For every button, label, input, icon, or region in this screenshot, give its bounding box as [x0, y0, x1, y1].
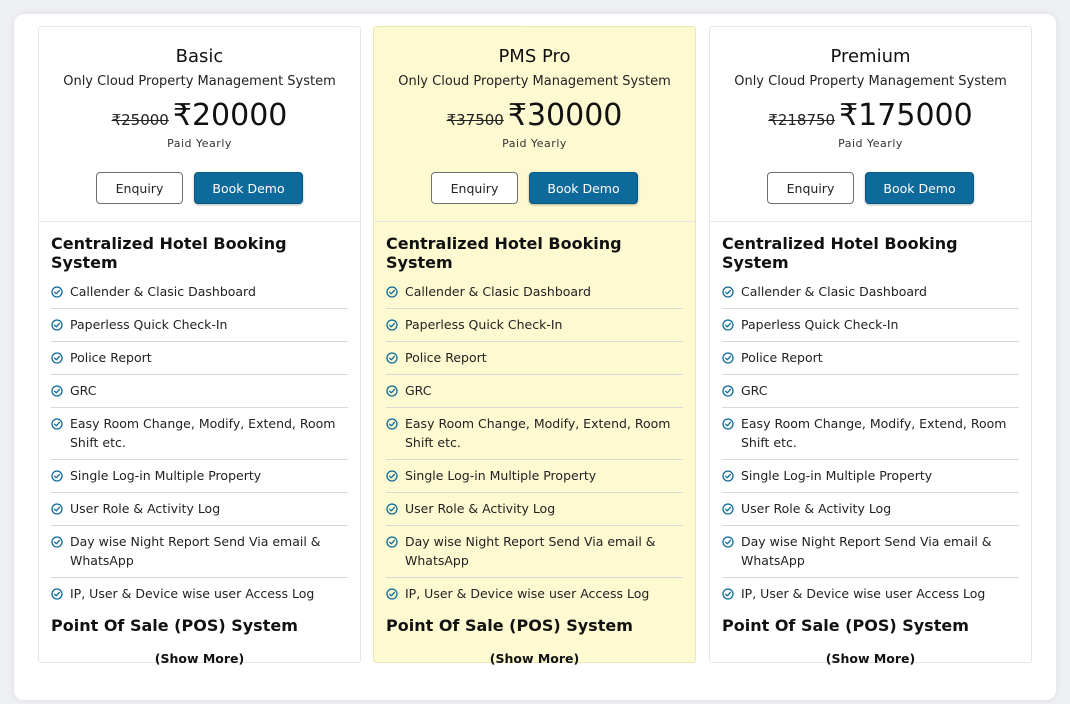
plan-card [38, 26, 361, 666]
feature-item [386, 493, 683, 526]
feature-label: Single Log-in Multiple Property [405, 468, 597, 483]
plan-header [710, 27, 1031, 222]
feature-item [386, 276, 683, 309]
feature-item [386, 408, 683, 460]
section-title: Centralized Hotel Booking System [386, 234, 622, 272]
feature-list [722, 276, 1019, 610]
feature-label: IP, User & Device wise user Access Log [741, 586, 986, 601]
check-circle-icon [51, 503, 63, 515]
old-price: ₹25000 [111, 111, 169, 129]
feature-item [51, 342, 348, 375]
check-circle-icon [722, 418, 734, 430]
feature-label: GRC [741, 383, 768, 398]
feature-item [51, 309, 348, 342]
feature-item [51, 276, 348, 309]
enquiry-button[interactable]: Enquiry [431, 172, 518, 204]
feature-list [51, 276, 348, 610]
feature-label: User Role & Activity Log [405, 501, 556, 516]
pos-section-title: Point Of Sale (POS) System [386, 616, 633, 635]
check-circle-icon [51, 588, 63, 600]
current-price: ₹175000 [839, 98, 973, 133]
check-circle-icon [51, 352, 63, 364]
feature-item [51, 460, 348, 493]
check-circle-icon [722, 588, 734, 600]
check-circle-icon [722, 352, 734, 364]
book-demo-button[interactable]: Book Demo [194, 172, 303, 204]
check-circle-icon [386, 352, 398, 364]
feature-label: Easy Room Change, Modify, Extend, Room Shift etc. [741, 416, 1007, 450]
enquiry-button[interactable]: Enquiry [96, 172, 183, 204]
feature-item [386, 578, 683, 610]
check-circle-icon [722, 536, 734, 548]
section-title: Centralized Hotel Booking System [51, 234, 287, 272]
feature-label: IP, User & Device wise user Access Log [70, 586, 315, 601]
check-circle-icon [386, 503, 398, 515]
enquiry-button[interactable]: Enquiry [767, 172, 854, 204]
plan-header [374, 27, 695, 222]
check-circle-icon [386, 536, 398, 548]
feature-label: User Role & Activity Log [741, 501, 892, 516]
feature-label: Police Report [70, 350, 152, 365]
billing-period: Paid Yearly [502, 137, 567, 150]
check-circle-icon [51, 319, 63, 331]
check-circle-icon [386, 319, 398, 331]
feature-label: Single Log-in Multiple Property [741, 468, 933, 483]
feature-label: Callender & Clasic Dashboard [405, 284, 591, 299]
feature-item [722, 276, 1019, 309]
plan-actions [374, 172, 695, 204]
check-circle-icon [386, 286, 398, 298]
billing-period: Paid Yearly [838, 137, 903, 150]
old-price: ₹218750 [768, 111, 836, 129]
plan-name: PMS Pro [498, 46, 571, 67]
current-price: ₹20000 [172, 98, 288, 133]
plan-features [710, 222, 1031, 666]
price-row [710, 98, 1031, 133]
feature-item [386, 309, 683, 342]
feature-item [722, 578, 1019, 610]
feature-label: GRC [405, 383, 432, 398]
feature-label: IP, User & Device wise user Access Log [405, 586, 650, 601]
feature-item [386, 375, 683, 408]
feature-item [51, 408, 348, 460]
plan-name: Basic [175, 46, 224, 67]
check-circle-icon [722, 503, 734, 515]
check-circle-icon [386, 470, 398, 482]
plan-actions [710, 172, 1031, 204]
feature-item [386, 342, 683, 375]
plan-name: Premium [830, 46, 911, 67]
plan-subtitle: Only Cloud Property Management System [734, 74, 1007, 89]
feature-label: User Role & Activity Log [70, 501, 221, 516]
feature-item [722, 526, 1019, 578]
feature-label: Callender & Clasic Dashboard [741, 284, 927, 299]
feature-label: Paperless Quick Check-In [70, 317, 228, 332]
feature-label: Easy Room Change, Modify, Extend, Room Shift etc. [405, 416, 671, 450]
old-price: ₹37500 [446, 111, 504, 129]
show-more-link[interactable]: (Show More) [489, 651, 580, 666]
plan-header [39, 27, 360, 222]
feature-item [722, 375, 1019, 408]
current-price: ₹30000 [507, 98, 623, 133]
feature-label: Day wise Night Report Send Via email & WhatsApp [405, 534, 656, 568]
feature-list [386, 276, 683, 610]
feature-item [722, 460, 1019, 493]
feature-label: Police Report [741, 350, 823, 365]
section-title: Centralized Hotel Booking System [722, 234, 958, 272]
price-row [39, 98, 360, 133]
check-circle-icon [722, 319, 734, 331]
feature-item [51, 375, 348, 408]
check-circle-icon [51, 385, 63, 397]
plan-features [374, 222, 695, 666]
feature-label: Callender & Clasic Dashboard [70, 284, 256, 299]
check-circle-icon [386, 588, 398, 600]
feature-item [722, 493, 1019, 526]
feature-label: GRC [70, 383, 97, 398]
feature-label: Paperless Quick Check-In [405, 317, 563, 332]
pos-section-title: Point Of Sale (POS) System [51, 616, 298, 635]
feature-item [722, 309, 1019, 342]
feature-label: Day wise Night Report Send Via email & WhatsApp [70, 534, 321, 568]
price-row [374, 98, 695, 133]
billing-period: Paid Yearly [167, 137, 232, 150]
feature-item [722, 408, 1019, 460]
feature-item [51, 493, 348, 526]
plan-features [39, 222, 360, 666]
plan-card [373, 26, 696, 666]
check-circle-icon [51, 418, 63, 430]
feature-item [51, 526, 348, 578]
check-circle-icon [722, 470, 734, 482]
feature-label: Easy Room Change, Modify, Extend, Room Shift etc. [70, 416, 336, 450]
check-circle-icon [386, 418, 398, 430]
check-circle-icon [51, 286, 63, 298]
feature-item [722, 342, 1019, 375]
plan-subtitle: Only Cloud Property Management System [63, 74, 336, 89]
feature-label: Police Report [405, 350, 487, 365]
show-more-link[interactable]: (Show More) [825, 651, 916, 666]
show-more-link[interactable]: (Show More) [154, 651, 245, 666]
check-circle-icon [722, 385, 734, 397]
plan-card [709, 26, 1032, 666]
check-circle-icon [386, 385, 398, 397]
check-circle-icon [722, 286, 734, 298]
feature-label: Paperless Quick Check-In [741, 317, 899, 332]
check-circle-icon [51, 470, 63, 482]
feature-item [386, 526, 683, 578]
feature-item [51, 578, 348, 610]
feature-label: Single Log-in Multiple Property [70, 468, 262, 483]
book-demo-button[interactable]: Book Demo [529, 172, 638, 204]
plan-subtitle: Only Cloud Property Management System [398, 74, 671, 89]
feature-item [386, 460, 683, 493]
plan-actions [39, 172, 360, 204]
check-circle-icon [51, 536, 63, 548]
pos-section-title: Point Of Sale (POS) System [722, 616, 969, 635]
book-demo-button[interactable]: Book Demo [865, 172, 974, 204]
feature-label: Day wise Night Report Send Via email & WhatsApp [741, 534, 992, 568]
